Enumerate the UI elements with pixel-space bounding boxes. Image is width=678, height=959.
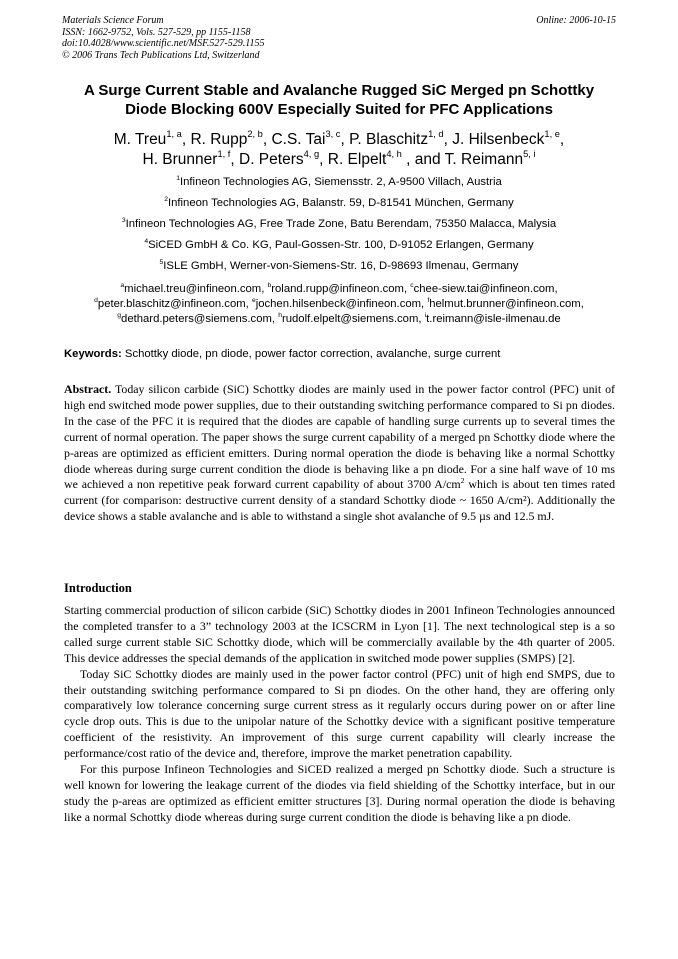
title-line-2: Diode Blocking 600V Especially Suited for PFC Applications — [125, 100, 553, 118]
affiliation-sup: 4 — [144, 237, 149, 245]
author-sep: , — [319, 151, 328, 168]
email-line-3: $^g$dethard.peters@siemens.com, $^h$rudolf.elpelt@siemens.com, $^i$t.reimann@isle-ilmenau.de — [117, 311, 561, 325]
affiliation-3 — [40, 218, 638, 231]
email-address[interactable]: t.reimann@isle-ilmenau.de — [426, 313, 561, 325]
issn-line: ISSN: 1662-9752, Vols. 527-529, pp 1155-1158 — [62, 26, 251, 38]
affiliation-text: Infineon Technologies AG, Balanstr. 59, D-81541 München, Germany — [167, 197, 514, 209]
journal-name: Materials Science Forum — [62, 15, 164, 26]
author-affil-sup: 2, b — [247, 128, 263, 139]
email-sup: h — [278, 311, 282, 319]
affiliation-sup: 3 — [121, 216, 126, 224]
author-name: R. Elpelt — [327, 151, 387, 168]
author-name: M. Treu — [113, 131, 167, 148]
abstract — [64, 382, 615, 525]
introduction-heading: Introduction — [64, 581, 132, 595]
author-affil-sup: 1, d — [428, 128, 444, 139]
intro-paragraph-1: Starting commercial production of silicon carbide (SiC) Schottky diodes in 2001 Infineon Technologies announced the completed transfer to a 3” technology 2003 at the ICSCRM in Lyon [1]. The next technological step is a so called surge current stable SiC Schottky diode, which will be commercially available by the 4th quarter of 2005. This device addresses the special demands of the application in switched mode power supplies (SMPS) [2]. — [64, 603, 615, 665]
email-address[interactable]: peter.blaschitz@infineon.com — [97, 298, 246, 310]
affiliation-text: Infineon Technologies AG, Free Trade Zone, Batu Berendam, 75350 Malacca, Malysia — [125, 218, 557, 230]
email-sup: c — [410, 281, 414, 289]
author-name: J. Hilsenbeck — [452, 131, 545, 148]
affiliation-1 — [40, 176, 638, 189]
journal-header — [62, 15, 616, 61]
affiliation-sup: 1 — [176, 174, 180, 182]
affiliation-sup: 2 — [164, 195, 168, 203]
author-affil-sup: 4, g — [303, 148, 320, 159]
affiliation-5 — [40, 260, 638, 273]
email-list — [40, 282, 638, 327]
author-name: R. Rupp — [190, 131, 248, 148]
email-line-1: $^a$michael.treu@infineon.com, $^b$roland.rupp@infineon.com, $^c$chee-siew.tai@infineon.com, — [120, 281, 558, 295]
author-name: C.S. Tai — [271, 131, 326, 148]
email-address[interactable]: michael.treu@infineon.com — [124, 283, 262, 295]
paper-title — [48, 82, 630, 119]
author-affil-sup: 3, c — [325, 128, 341, 139]
email-address[interactable]: dethard.peters@siemens.com — [121, 313, 272, 325]
abstract-label: Abstract. — [64, 382, 112, 396]
author-affil-sup: 4, h — [386, 148, 402, 159]
author-name: P. Blaschitz — [349, 131, 429, 148]
abstract-sup: 2 — [460, 476, 465, 486]
email-address[interactable]: chee-siew.tai@infineon.com — [413, 283, 555, 295]
affiliation-text: ISLE GmbH, Werner-von-Siemens-Str. 16, D-98693 Ilmenau, Germany — [163, 260, 519, 272]
email-sup: e — [251, 296, 256, 304]
author-sep: , — [230, 151, 239, 168]
introduction-body — [64, 603, 615, 826]
email-sup: f — [427, 296, 430, 304]
author-line-1 — [48, 130, 630, 150]
email-sup: g — [117, 311, 122, 319]
keywords-text: Schottky diode, pn diode, power factor correction, avalanche, surge current — [121, 348, 501, 360]
affiliation-4 — [40, 239, 638, 252]
author-sep: , — [340, 131, 350, 148]
author-name: H. Brunner — [142, 151, 218, 168]
intro-paragraph-3: For this purpose Infineon Technologies and SiCED realized a merged pn Schottky diode. Such a structure is well known for lowering the leakage current of the diodes via field shielding of the Schottky interface, but in our study the p-areas are optimized as efficient emitter structures [3]. During normal operation the diode is behaving like a normal Schottky diode whereas during surge current condition the diode is behaving like a pn diode. — [64, 762, 615, 824]
author-sep: , — [443, 131, 453, 148]
intro-paragraph-2: Today SiC Schottky diodes are mainly used in the power factor control (PFC) unit of high end SMPS, due to their outstanding switching performance compared to Si pn diodes. On the other hand, they are offering only comparatively low tolerance concerning surge current stress as it regularly occurs during power on or after line cycle drop outs. This is due to the unipolar nature of the Schottky device with a significant positive temperature coefficient of the resistivity. An improvement of this surge current capability will clearly increase the performance/cost ratio of the device and, therefore, improve the market penetration capability. — [64, 666, 615, 761]
email-address[interactable]: rudolf.elpelt@siemens.com — [281, 313, 419, 325]
affiliation-2 — [40, 197, 638, 210]
author-sep: , — [181, 131, 191, 148]
author-name: T. Reimann — [444, 151, 524, 168]
keywords-line — [64, 347, 620, 361]
copyright-line: © 2006 Trans Tech Publications Ltd, Switzerland — [62, 49, 260, 61]
email-address[interactable]: roland.rupp@infineon.com — [271, 283, 404, 295]
author-sep: , — [262, 131, 272, 148]
author-sep: , and — [401, 151, 445, 168]
affiliation-text: SiCED GmbH & Co. KG, Paul-Gossen-Str. 100, D-91052 Erlangen, Germany — [148, 239, 534, 251]
doi-line: doi:10.4028/www.scientific.net/MSF.527-529.1155 — [62, 38, 265, 49]
author-affil-sup: 1, f — [217, 148, 231, 159]
online-date: Online: 2006-10-15 — [536, 15, 616, 26]
abstract-paragraph — [64, 382, 615, 525]
author-line-2 — [48, 150, 630, 170]
author-sep: , — [559, 131, 565, 148]
email-address[interactable]: helmut.brunner@infineon.com — [429, 298, 581, 310]
email-line-2: $^d$peter.blaschitz@infineon.com, $^e$jochen.hilsenbeck@infineon.com, $^f$helmut.brunner@infineon.com, — [94, 296, 584, 310]
affiliation-text: Infineon Technologies AG, Siemensstr. 2, A-9500 Villach, Austria — [180, 176, 502, 188]
email-address[interactable]: jochen.hilsenbeck@infineon.com — [255, 298, 422, 310]
email-sup: d — [94, 296, 98, 304]
abstract-text-2: which is about ten times rated current (for comparison: destructive current density of a standard Schottky diode ~ 1650 A/cm²). Additionally the device shows a stable avalanche and is able to withstand a single shot avalanche of 9.5 µs and 12.5 mJ. — [64, 477, 616, 524]
author-list — [48, 130, 630, 170]
title-line-1: A Surge Current Stable and Avalanche Rugged SiC Merged pn Schottky — [83, 82, 595, 99]
author-affil-sup: 1, e — [544, 128, 560, 139]
keywords-label: Keywords: — [64, 348, 122, 360]
email-sup: a — [120, 281, 125, 289]
author-affil-sup: 1, a — [166, 128, 182, 139]
email-sup: i — [424, 311, 427, 319]
author-affil-sup: 5, i — [523, 148, 536, 159]
email-sup: b — [267, 281, 272, 289]
author-name: D. Peters — [239, 151, 304, 168]
abstract-text: Today silicon carbide (SiC) Schottky diodes are mainly used in the power factor control (PFC) unit of high end switched mode power supplies, due to their outstanding switching performance compared to Si pn diodes. In the case of the PFC it is required that the diodes are capable of handling surge currents up to several times the current of normal operation. The paper shows the surge current capability of a merged pn Schottky diode where the p-areas are optimized as efficient emitters. During normal operation the diode is behaving like a normal Schottky diode whereas during surge current condition the diode is behaving like a pn diode. For a sine half wave of 10 ms we achieved a non repetitive peak forward current capability of about 3700 A/cm — [64, 382, 615, 492]
affiliation-sup: 5 — [159, 258, 164, 266]
